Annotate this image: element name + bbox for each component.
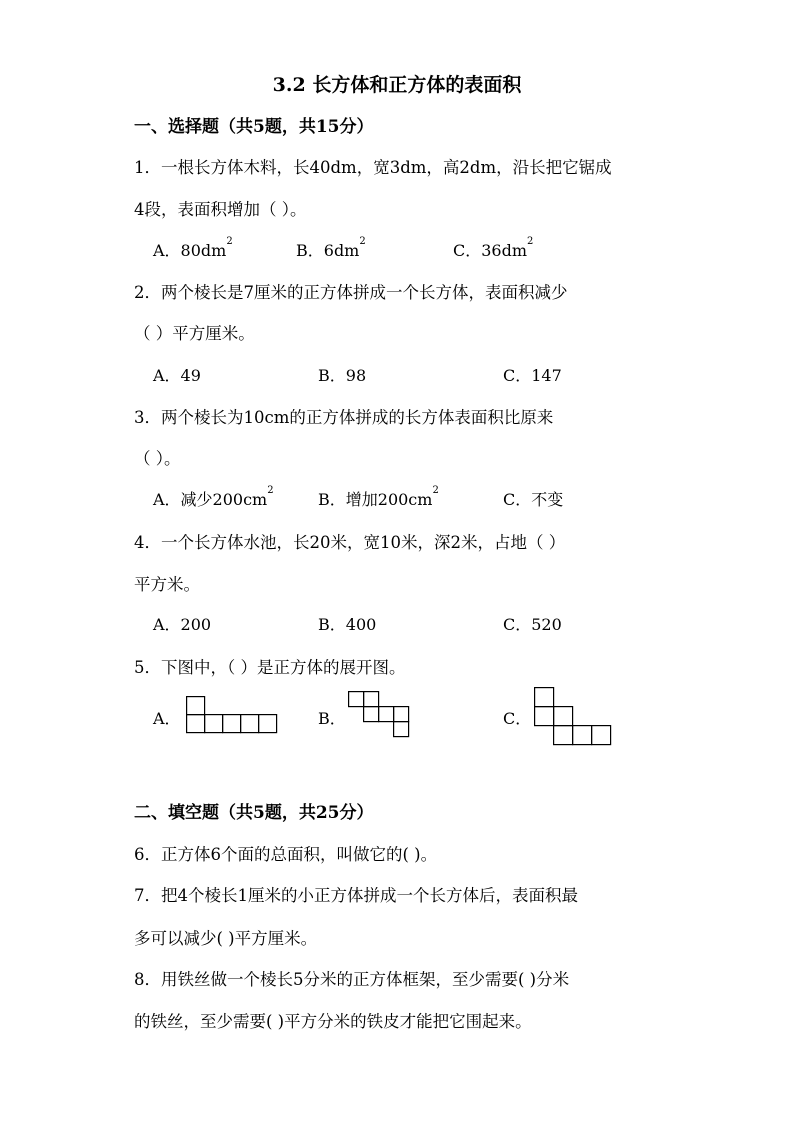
q2-option-a: A．49 <box>153 366 201 385</box>
section-heading-choice: 一、选择题（共5题，共15分） <box>134 117 374 137</box>
page-title: 3.2 长方体和正方体的表面积 <box>272 74 522 96</box>
net-b-square <box>394 707 409 722</box>
q5-option-b-label: B． <box>318 709 346 728</box>
q5-net-a-figure <box>186 696 278 734</box>
net-a-square <box>205 715 223 733</box>
net-c-square <box>535 688 554 707</box>
question-3-text: 3．两个棱长为10cm的正方体拼成的长方体表面积比原来 <box>134 408 554 427</box>
question-1-text-cont: 4段，表面积增加（ ）。 <box>134 200 307 219</box>
section-heading-fill-blank: 二、填空题（共5题，共25分） <box>134 803 374 823</box>
q3-option-b: B．增加$200cm^2$ <box>318 485 439 509</box>
net-b-square <box>364 692 379 707</box>
net-b-square <box>394 722 409 737</box>
net-b-square <box>379 707 394 722</box>
q4-option-a: A．200 <box>153 615 212 634</box>
question-8-text: 8．用铁丝做一个棱长5分米的正方体框架，至少需要( )分米 <box>134 970 570 989</box>
q3-option-a: A．减少$200cm^2$ <box>153 485 274 509</box>
net-a-square <box>223 715 241 733</box>
q5-net-c-figure <box>534 687 612 745</box>
q2-option-b: B．98 <box>318 366 367 385</box>
question-2-text-cont: （ ）平方厘米。 <box>134 324 255 343</box>
net-a-square <box>187 715 205 733</box>
question-4-text-cont: 平方米。 <box>134 575 200 594</box>
net-b-square <box>364 707 379 722</box>
net-c-square <box>554 726 573 745</box>
q2-option-c: C．147 <box>503 366 562 385</box>
q5-option-c-label: C． <box>503 709 532 728</box>
question-7-text-cont: 多可以减少( )平方厘米。 <box>134 929 318 948</box>
question-6-text: 6．正方体6个面的总面积，叫做它的( )。 <box>134 845 438 864</box>
net-c-square <box>592 726 611 745</box>
question-1-text: 1．一根长方体木料，长40dm，宽3dm，高2dm，沿长把它锯成 <box>134 158 612 177</box>
net-a-square <box>241 715 259 733</box>
question-3-text-cont: （ ）。 <box>134 449 181 468</box>
q1-option-b: B．$6dm^2$ <box>296 236 366 260</box>
question-8-text-cont: 的铁丝，至少需要( )平方分米的铁皮才能把它围起来。 <box>134 1012 532 1031</box>
question-7-text: 7．把4个棱长1厘米的小正方体拼成一个长方体后，表面积最 <box>134 886 578 905</box>
net-a-square <box>187 697 205 715</box>
q5-option-a-label: A． <box>153 709 181 728</box>
net-a-square <box>259 715 277 733</box>
question-5-text: 5．下图中，（ ）是正方体的展开图。 <box>134 658 406 677</box>
q4-option-c: C．520 <box>503 615 562 634</box>
question-4-text: 4．一个长方体水池，长20米，宽10米，深2米，占地（ ） <box>134 533 566 552</box>
net-c-square <box>535 707 554 726</box>
q1-option-a: A．$80dm^2$ <box>153 236 233 260</box>
q1-option-c: C．$36dm^2$ <box>453 236 534 260</box>
net-c-square <box>573 726 592 745</box>
question-2-text: 2．两个棱长是7厘米的正方体拼成一个长方体，表面积减少 <box>134 283 568 302</box>
q5-net-b-figure <box>348 691 410 737</box>
net-b-square <box>349 692 364 707</box>
q4-option-b: B．400 <box>318 615 377 634</box>
q3-option-c: C．不变 <box>503 490 564 509</box>
net-c-square <box>554 707 573 726</box>
